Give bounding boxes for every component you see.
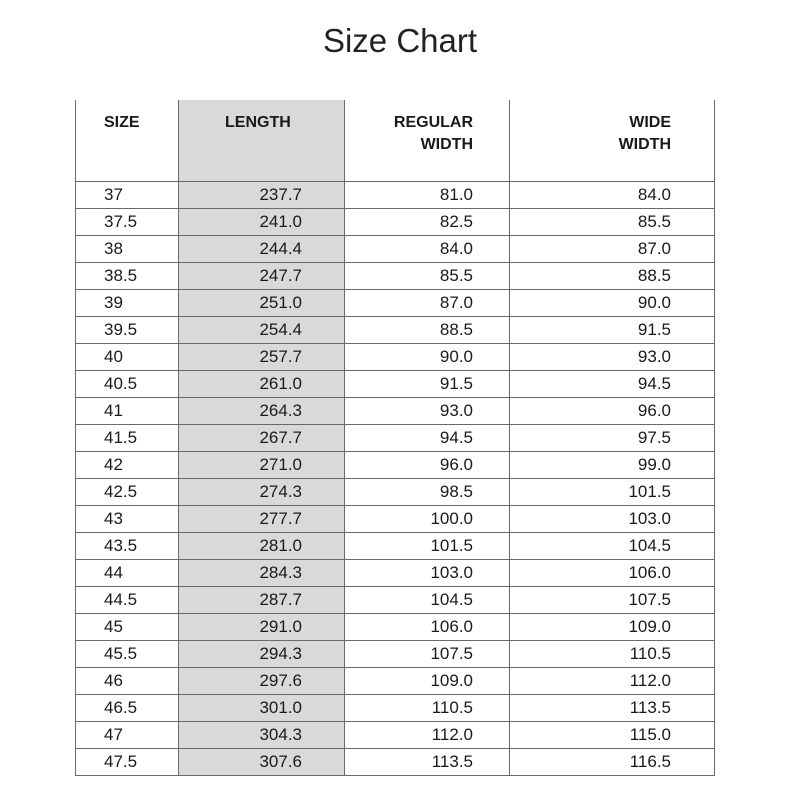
cell-size: 44 [76,559,179,586]
cell-length: 307.6 [179,748,345,775]
header-regular-width-line1: REGULAR [393,114,473,131]
cell-length: 267.7 [179,424,345,451]
cell-size: 42 [76,451,179,478]
table-row [76,613,715,640]
cell-regular-width: 81.0 [345,181,510,208]
cell-wide-width: 112.0 [510,667,715,694]
cell-length: 291.0 [179,613,345,640]
header-length [179,100,345,181]
page-title: Size Chart [322,22,478,59]
cell-length: 271.0 [179,451,345,478]
table-row [76,208,715,235]
cell-size: 40 [76,343,179,370]
cell-length: 274.3 [179,478,345,505]
table-row [76,586,715,613]
cell-length: 284.3 [179,559,345,586]
table-row [76,451,715,478]
cell-size: 44.5 [76,586,179,613]
cell-size: 41.5 [76,424,179,451]
header-regular-width-line2: WIDTH [420,136,473,153]
table-row [76,505,715,532]
cell-regular-width: 109.0 [345,667,510,694]
table-row [76,748,715,775]
cell-size: 45 [76,613,179,640]
cell-regular-width: 90.0 [345,343,510,370]
cell-length: 257.7 [179,343,345,370]
cell-wide-width: 87.0 [510,235,715,262]
cell-regular-width: 101.5 [345,532,510,559]
cell-size: 46.5 [76,694,179,721]
cell-wide-width: 88.5 [510,262,715,289]
cell-length: 244.4 [179,235,345,262]
table-row [76,721,715,748]
cell-regular-width: 84.0 [345,235,510,262]
cell-wide-width: 99.0 [510,451,715,478]
cell-wide-width: 110.5 [510,640,715,667]
table-row [76,289,715,316]
cell-wide-width: 109.0 [510,613,715,640]
cell-size: 42.5 [76,478,179,505]
cell-wide-width: 104.5 [510,532,715,559]
cell-regular-width: 98.5 [345,478,510,505]
cell-size: 47.5 [76,748,179,775]
table-header-row [76,100,715,181]
cell-wide-width: 96.0 [510,397,715,424]
cell-regular-width: 106.0 [345,613,510,640]
table-row [76,262,715,289]
cell-wide-width: 116.5 [510,748,715,775]
cell-regular-width: 87.0 [345,289,510,316]
table-row [76,181,715,208]
table-row [76,424,715,451]
table-row [76,397,715,424]
size-chart-table [75,100,715,776]
cell-size: 37 [76,181,179,208]
cell-size: 43 [76,505,179,532]
cell-regular-width: 91.5 [345,370,510,397]
cell-regular-width: 94.5 [345,424,510,451]
cell-wide-width: 93.0 [510,343,715,370]
table-row [76,640,715,667]
cell-length: 247.7 [179,262,345,289]
header-wide-width [510,100,715,181]
cell-length: 264.3 [179,397,345,424]
cell-length: 251.0 [179,289,345,316]
cell-size: 38.5 [76,262,179,289]
table-row [76,694,715,721]
cell-length: 237.7 [179,181,345,208]
cell-regular-width: 103.0 [345,559,510,586]
header-wide-width-line1: WIDE [629,114,671,131]
cell-wide-width: 106.0 [510,559,715,586]
cell-size: 46 [76,667,179,694]
cell-wide-width: 97.5 [510,424,715,451]
table-row [76,478,715,505]
table-row [76,235,715,262]
cell-size: 38 [76,235,179,262]
cell-length: 261.0 [179,370,345,397]
cell-size: 47 [76,721,179,748]
header-size-label: SIZE [104,114,140,131]
cell-regular-width: 93.0 [345,397,510,424]
table-row [76,370,715,397]
cell-size: 39 [76,289,179,316]
cell-length: 254.4 [179,316,345,343]
cell-size: 45.5 [76,640,179,667]
cell-size: 37.5 [76,208,179,235]
cell-wide-width: 107.5 [510,586,715,613]
cell-size: 43.5 [76,532,179,559]
cell-length: 287.7 [179,586,345,613]
cell-regular-width: 100.0 [345,505,510,532]
cell-regular-width: 96.0 [345,451,510,478]
cell-regular-width: 112.0 [345,721,510,748]
table-row [76,532,715,559]
cell-regular-width: 104.5 [345,586,510,613]
table-row [76,559,715,586]
cell-regular-width: 107.5 [345,640,510,667]
cell-regular-width: 113.5 [345,748,510,775]
header-size [76,100,179,181]
header-wide-width-line2: WIDTH [618,136,671,153]
cell-wide-width: 84.0 [510,181,715,208]
cell-wide-width: 91.5 [510,316,715,343]
cell-size: 39.5 [76,316,179,343]
cell-regular-width: 85.5 [345,262,510,289]
cell-length: 301.0 [179,694,345,721]
cell-length: 277.7 [179,505,345,532]
cell-length: 281.0 [179,532,345,559]
cell-size: 40.5 [76,370,179,397]
table-row [76,316,715,343]
header-length-label: LENGTH [225,114,291,131]
cell-wide-width: 115.0 [510,721,715,748]
cell-length: 241.0 [179,208,345,235]
table-row [76,343,715,370]
table-body [76,181,715,775]
header-regular-width [345,100,510,181]
cell-regular-width: 82.5 [345,208,510,235]
cell-regular-width: 110.5 [345,694,510,721]
cell-length: 304.3 [179,721,345,748]
table-row [76,667,715,694]
cell-regular-width: 88.5 [345,316,510,343]
cell-wide-width: 101.5 [510,478,715,505]
cell-wide-width: 90.0 [510,289,715,316]
cell-length: 297.6 [179,667,345,694]
cell-wide-width: 85.5 [510,208,715,235]
cell-size: 41 [76,397,179,424]
cell-length: 294.3 [179,640,345,667]
cell-wide-width: 94.5 [510,370,715,397]
cell-wide-width: 113.5 [510,694,715,721]
cell-wide-width: 103.0 [510,505,715,532]
